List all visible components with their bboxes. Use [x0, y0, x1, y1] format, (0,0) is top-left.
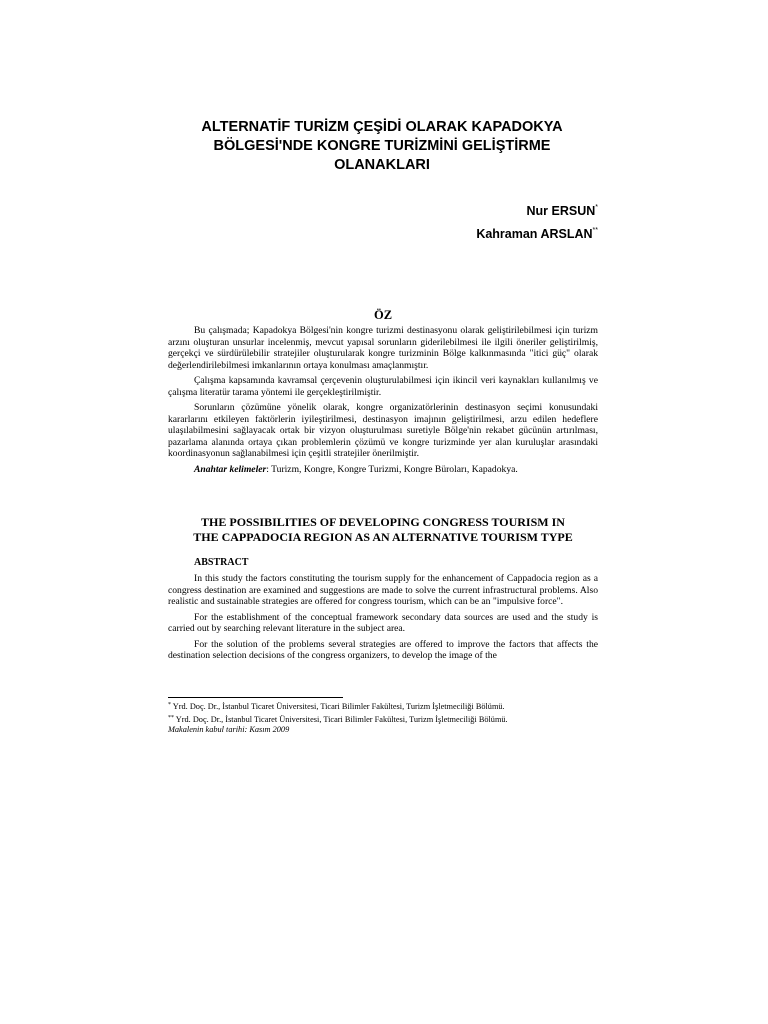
author-2 — [400, 221, 598, 244]
footnote-2 — [168, 713, 598, 726]
footnote-1-text: Yrd. Doç. Dr., İstanbul Ticaret Üniversitesi, Ticari Bilimler Fakültesi, Turizm İşletmeciliği Bölümü. — [171, 702, 505, 711]
author-1-footnote-mark: * — [595, 204, 598, 211]
footnote-2-text: Yrd. Doç. Dr., İstanbul Ticaret Üniversitesi, Ticari Bilimler Fakültesi, Turizm İşletmeciliği Bölümü. — [174, 714, 508, 724]
keywords-line — [168, 464, 598, 476]
paper-title — [150, 118, 614, 175]
english-title-line-1: THE POSSIBILITIES OF DEVELOPING CONGRESS TOURISM IN — [201, 515, 565, 529]
keywords-label: Anahtar kelimeler — [194, 463, 267, 475]
oz-paragraph-1: Bu çalışmada; Kapadokya Bölgesi'nin kongre turizmi destinasyonu olarak geliştirilebilmesi için turizm arzını oluşturan unsurlar incelenmiş, mevcut yapısal sorunların giderilebilmesi ile ilgili öneriler geliştirilmiş, gerçekçi ve sürdürülebilir stratejiler oluşturularak kongre turizminin Bölge kalkınmasında "itici güç" olarak değerlendirilebilmesi imkanlarının ortaya konulması amaçlanmıştır. — [168, 325, 598, 371]
keywords-text: : Turizm, Kongre, Kongre Turizmi, Kongre Büroları, Kapadokya. — [266, 463, 518, 475]
author-2-name: Kahraman ARSLAN — [476, 227, 593, 241]
abstract-heading: ABSTRACT — [194, 557, 249, 568]
acceptance-date: Makalenin kabul tarihi: Kasım 2009 — [168, 725, 290, 734]
oz-paragraph-3: Sorunların çözümüne yönelik olarak, kongre organizatörlerinin destinasyon seçimi konusundaki kararlarını etkileyen faktörlerin iyileştirilmesi, destinasyon imajının geliştirilmesi, arzu edilen hedeflere ulaşılabilmesini sağlayacak ortak bir vizyon oluşturulması suretiyle Bölge'nin rekabet gücünün artırılması, pazarlama alanında ortaya çıkan problemlerin çözümü ve kongre turizminde yer alan kuruluşlar arasındaki koordinasyonun sağlanabilmesi için çeşitli stratejiler önerilmiştir. — [168, 402, 598, 459]
abstract-paragraph-1: In this study the factors constituting the tourism supply for the enhancement of Cappadocia region as a congress destination are examined and suggestions are made to solve the current infrastructural problems. Also realistic and sustainable strategies are offered for congress tourism, which can be an "impulsive force". — [168, 573, 598, 607]
author-1 — [400, 198, 598, 221]
paper-title-line-2: BÖLGESİ'NDE KONGRE TURİZMİNİ GELİŞTİRME — [213, 138, 551, 154]
oz-body — [168, 325, 598, 479]
paper-title-line-1: ALTERNATİF TURİZM ÇEŞİDİ OLARAK KAPADOKYA — [201, 119, 563, 135]
abstract-paragraph-3: For the solution of the problems several strategies are offered to improve the factors that affects the destination selection decisions of the congress organizers, to develop the image of the — [168, 638, 598, 661]
english-title — [150, 515, 616, 545]
footnote-divider — [168, 697, 343, 698]
author-list — [400, 198, 598, 244]
footnote-2-mark: ** — [168, 714, 174, 721]
footnote-1-mark: * — [168, 702, 171, 708]
english-title-line-2: THE CAPPADOCIA REGION AS AN ALTERNATIVE TOURISM TYPE — [193, 530, 573, 544]
footnotes — [168, 700, 598, 736]
author-2-footnote-mark: ** — [592, 227, 598, 234]
paper-title-line-3: OLANAKLARI — [334, 157, 430, 173]
oz-heading: ÖZ — [373, 308, 393, 322]
footnote-1 — [168, 700, 598, 713]
author-1-name: Nur ERSUN — [526, 204, 596, 218]
abstract-body — [168, 573, 598, 666]
oz-paragraph-2: Çalışma kapsamında kavramsal çerçevenin oluşturulabilmesi için ikincil veri kaynakları kullanılmış ve çalışma literatür tarama yöntemi ile gerçekleştirilmiştir. — [168, 375, 598, 398]
abstract-paragraph-2: For the establishment of the conceptual framework secondary data sources are used and the study is carried out by searching relevant literature in the subject area. — [168, 611, 598, 634]
